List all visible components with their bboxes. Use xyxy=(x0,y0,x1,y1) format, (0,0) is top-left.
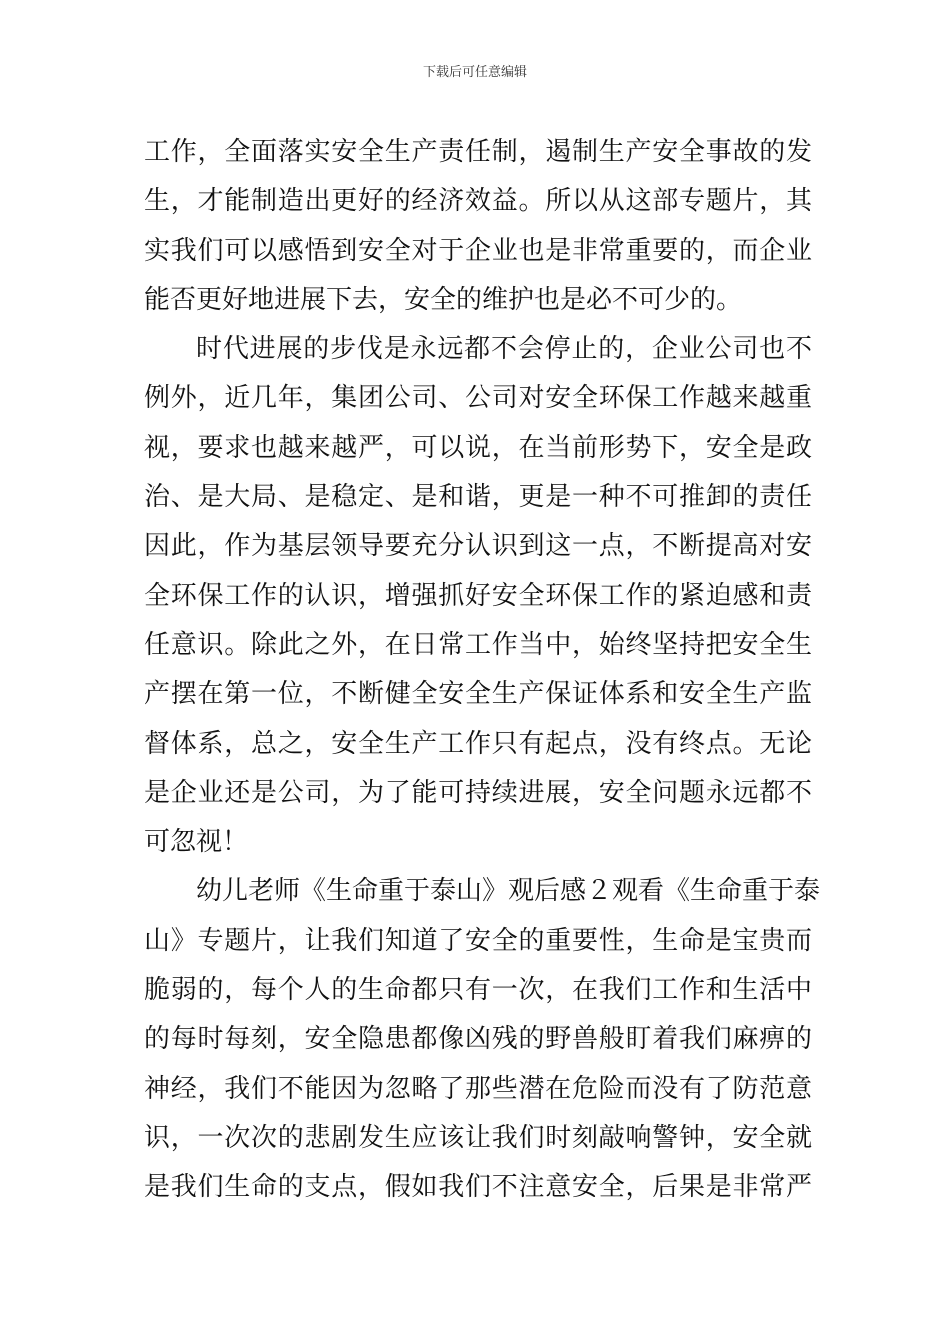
paragraph-2-line: 例外，近几年，集团公司、公司对安全环保工作越来越重 xyxy=(144,383,812,414)
paragraph-3-line: 神经，我们不能因为忽略了那些潜在危险而没有了防范意 xyxy=(144,1073,812,1104)
document-body xyxy=(144,128,821,1213)
page-header: 下载后可任意编辑 xyxy=(422,65,527,80)
paragraph-1-line: 实我们可以感悟到安全对于企业也是非常重要的，而企业 xyxy=(144,235,812,266)
paragraph-2-line: 因此，作为基层领导要充分认识到这一点，不断提高对安 xyxy=(144,531,812,562)
paragraph-3-line: 脆弱的，每个人的生命都只有一次，在我们工作和生活中 xyxy=(144,975,812,1006)
paragraph-2-line: 全环保工作的认识，增强抓好安全环保工作的紧迫感和责 xyxy=(144,580,812,611)
paragraph-3-line: 幼儿老师《生命重于泰山》观后感２观看《生命重于泰 xyxy=(196,876,821,907)
paragraph-2-line: 任意识。除此之外，在日常工作当中，始终坚持把安全生 xyxy=(144,629,812,660)
paragraph-2-line: 治、是大局、是稳定、是和谐，更是一种不可推卸的责任 xyxy=(144,482,812,513)
paragraph-2-line: 产摆在第一位，不断健全安全生产保证体系和安全生产监 xyxy=(144,679,812,710)
paragraph-3-line: 的每时每刻，安全隐患都像凶残的野兽般盯着我们麻痹的 xyxy=(144,1024,812,1055)
paragraph-1-line: 能否更好地进展下去，安全的维护也是必不可少的。 xyxy=(144,284,743,315)
paragraph-2-line: 视，要求也越来越严，可以说，在当前形势下，安全是政 xyxy=(144,432,812,463)
paragraph-3-line: 识，一次次的悲剧发生应该让我们时刻敲响警钟，安全就 xyxy=(144,1122,812,1153)
paragraph-2-line: 可忽视！ xyxy=(144,827,249,858)
paragraph-2-line: 督体系，总之，安全生产工作只有起点，没有终点。无论 xyxy=(144,728,812,759)
paragraph-2-line: 时代进展的步伐是永远都不会停止的，企业公司也不 xyxy=(196,334,812,365)
paragraph-3-line: 山》专题片，让我们知道了安全的重要性，生命是宝贵而 xyxy=(144,925,812,956)
paragraph-3-line: 是我们生命的支点，假如我们不注意安全，后果是非常严 xyxy=(144,1172,812,1203)
paragraph-2-line: 是企业还是公司，为了能可持续进展，安全问题永远都不 xyxy=(144,777,812,808)
paragraph-1-line: 工作，全面落实安全生产责任制，遏制生产安全事故的发 xyxy=(144,137,812,167)
paragraph-1-line: 生，才能制造出更好的经济效益。所以从这部专题片，其 xyxy=(144,186,812,217)
